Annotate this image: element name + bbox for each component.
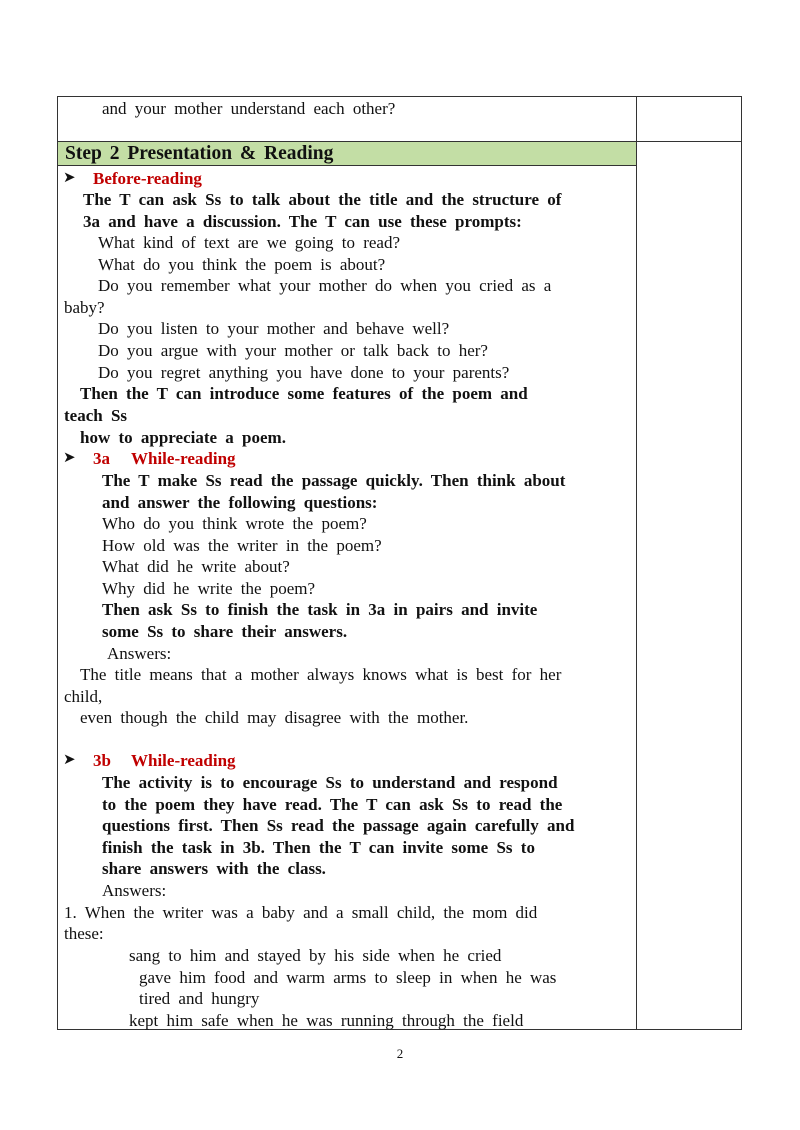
answer-3a-1: The title means that a mother always knows what is best for her [80, 665, 562, 684]
before-reading-then-3: how to appreciate a poem. [80, 428, 286, 447]
while-3b-instruction-4: finish the task in 3b. Then the T can invite some Ss to [102, 838, 535, 857]
while-reading-3a-heading: While-reading [131, 449, 236, 468]
question-1: Who do you think wrote the poem? [102, 514, 367, 533]
prompt-6: Do you regret anything you have done to your parents? [98, 363, 510, 382]
before-reading-instruction-1: The T can ask Ss to talk about the title and the structure of [83, 190, 562, 209]
before-reading-instruction-2: 3a and have a discussion. The T can use these prompts: [83, 212, 522, 231]
answer-3b-3: sang to him and stayed by his side when he cried [129, 946, 502, 965]
while-3a-instruction-2: and answer the following questions: [102, 493, 378, 512]
arrow-bullet-icon: ➤ [63, 170, 76, 186]
while-reading-3a-label: 3a [93, 449, 110, 468]
answer-3b-6: kept him safe when he was running through the field [129, 1011, 524, 1030]
prompt-3: Do you remember what your mother do when you cried as a [98, 276, 552, 295]
question-2: How old was the writer in the poem? [102, 536, 382, 555]
while-3b-instruction-2: to the poem they have read. The T can ask Ss to read the [102, 795, 563, 814]
while-3a-then-2: some Ss to share their answers. [102, 622, 348, 641]
answer-3a-3: even though the child may disagree with the mother. [80, 708, 469, 727]
prompt-5: Do you argue with your mother or talk back to her? [98, 341, 488, 360]
prompt-2: What do you think the poem is about? [98, 255, 386, 274]
while-3b-instruction-5: share answers with the class. [102, 859, 326, 878]
while-3a-then-1: Then ask Ss to finish the task in 3a in pairs and invite [102, 600, 538, 619]
top-row-text: and your mother understand each other? [102, 99, 396, 118]
while-3b-instruction-1: The activity is to encourage Ss to understand and respond [102, 773, 558, 792]
answer-3b-5: tired and hungry [139, 989, 260, 1008]
step-title: Step 2 Presentation & Reading [65, 143, 334, 164]
while-reading-3b-label: 3b [93, 751, 111, 770]
answer-3b-4: gave him food and warm arms to sleep in when he was [139, 968, 557, 987]
answer-3a-2: child, [64, 687, 103, 706]
question-4: Why did he write the poem? [102, 579, 316, 598]
before-reading-then-2: teach Ss [64, 406, 128, 425]
prompt-1: What kind of text are we going to read? [98, 233, 401, 252]
page-number: 2 [396, 1046, 404, 1061]
arrow-bullet-icon: ➤ [63, 450, 76, 466]
answers-label-3b: Answers: [102, 881, 167, 900]
arrow-bullet-icon: ➤ [63, 752, 76, 768]
step-header-row [58, 142, 636, 166]
while-3a-instruction-1: The T make Ss read the passage quickly. Then think about [102, 471, 566, 490]
prompt-3-cont: baby? [64, 298, 105, 317]
question-3: What did he write about? [102, 557, 290, 576]
prompt-4: Do you listen to your mother and behave well? [98, 319, 450, 338]
while-reading-3b-heading: While-reading [131, 751, 236, 770]
column-divider [636, 97, 637, 1029]
answer-3b-2: these: [64, 924, 104, 943]
before-reading-then-1: Then the T can introduce some features of the poem and [80, 384, 528, 403]
before-reading-heading: Before-reading [93, 169, 202, 188]
answer-3b-1: 1. When the writer was a baby and a small child, the mom did [64, 903, 538, 922]
while-3b-instruction-3: questions first. Then Ss read the passage again carefully and [102, 816, 575, 835]
answers-label-3a: Answers: [107, 644, 172, 663]
